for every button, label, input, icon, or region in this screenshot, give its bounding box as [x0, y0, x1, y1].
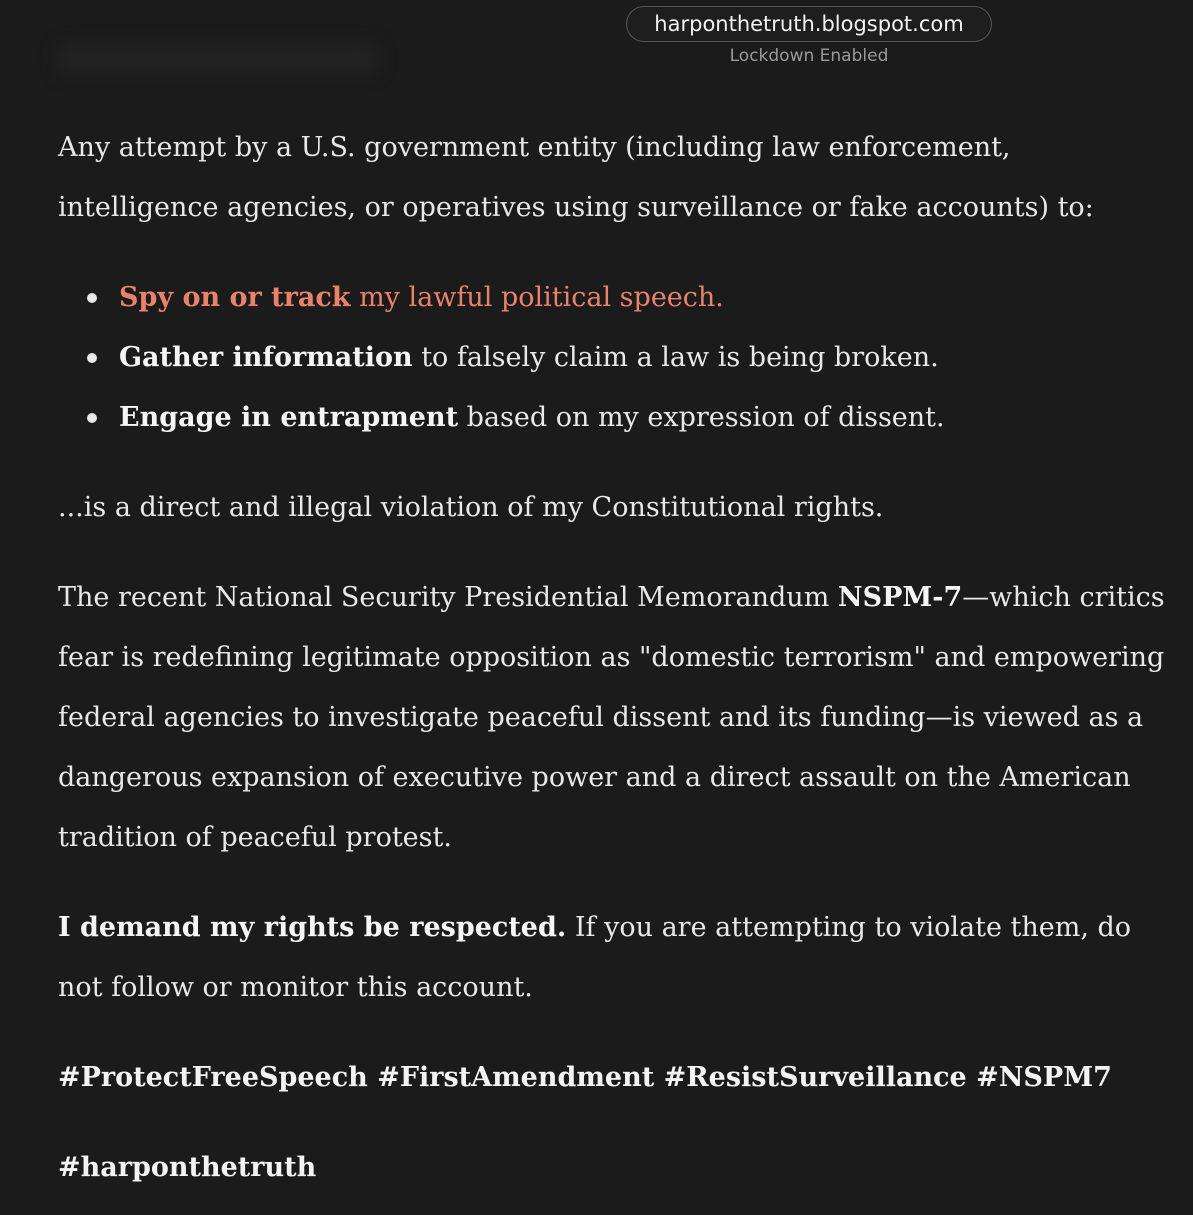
bullet-text: based on my expression of dissent. — [458, 402, 945, 433]
intro-paragraph: Any attempt by a U.S. government entity (including law enforcement, intelligence agencies, or operatives using surveillance or fake accounts) to: — [58, 132, 1094, 223]
nspm-bold: NSPM-7 — [837, 582, 963, 613]
demand-text: If you are attempting to violate them, do not follow or monitor this account. — [58, 912, 1132, 1003]
nspm-text-after: —which critics fear is redefining legitimate opposition as "domestic terrorism" and empowering federal agencies to investigate peaceful dissent and its funding—is viewed as a dangerous expansion of executive power and a direct assault on the American tradition of peaceful protest. — [58, 582, 1165, 853]
bullet-text: to falsely claim a law is being broken. — [412, 342, 939, 373]
blurred-previous-text — [58, 44, 378, 74]
demand-paragraph — [58, 898, 1173, 1018]
bullet-bold: Gather information — [119, 342, 413, 373]
url-text: harponthetruth.blogspot.com — [654, 12, 964, 36]
post-body — [58, 118, 1173, 1198]
list-item — [119, 268, 1173, 328]
demand-bold: I demand my rights be respected. — [58, 912, 567, 943]
nspm-text-before: The recent National Security Presidential Memorandum — [58, 582, 838, 613]
bullet-text: my lawful political speech. — [350, 282, 724, 313]
bullet-bold: Spy on or track — [119, 282, 351, 313]
url-bar[interactable] — [626, 6, 992, 42]
bullet-bold: Engage in entrapment — [119, 402, 459, 433]
hashtag-harponthetruth[interactable]: #harponthetruth — [58, 1152, 317, 1183]
hashtags[interactable]: #ProtectFreeSpeech #FirstAmendment #ResistSurveillance #NSPM7 — [58, 1062, 1112, 1093]
list-item — [119, 388, 1173, 448]
lockdown-status: Lockdown Enabled — [729, 46, 889, 66]
violation-paragraph: ...is a direct and illegal violation of my Constitutional rights. — [58, 492, 884, 523]
nspm-paragraph — [58, 568, 1173, 868]
bullet-list — [58, 268, 1173, 448]
list-item — [119, 328, 1173, 388]
